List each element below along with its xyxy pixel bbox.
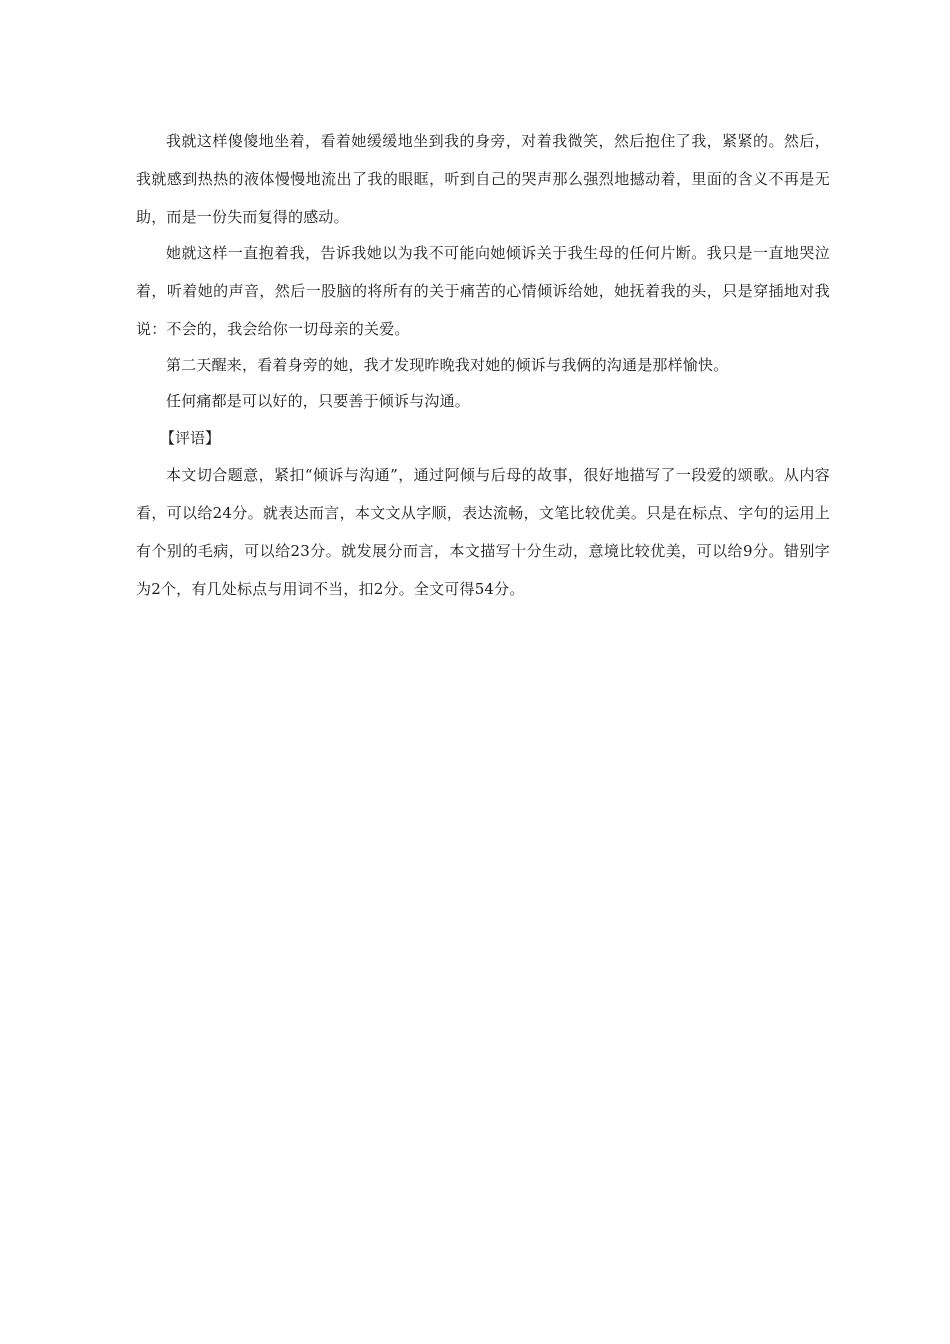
- story-paragraph-2: 她就这样一直抱着我，告诉我她以为我不可能向她倾诉关于我生母的任何片断。我只是一直地哭泣着，听着她的声音，然后一股脑的将所有的关于痛苦的心情倾诉给她，她抚着我的头，只是穿插地对我说：不会的，我会给你一切母亲的关爱。: [136, 244, 830, 338]
- document-body: [136, 122, 830, 608]
- comment-heading: 【评语】: [160, 429, 221, 447]
- story-paragraph-1: 我就这样傻傻地坐着，看着她缓缓地坐到我的身旁，对着我微笑，然后抱住了我，紧紧的。然后，我就感到热热的液体慢慢地流出了我的眼眶，听到自己的哭声那么强烈地撼动着，里面的含义不再是无助，而是一份失而复得的感动。: [136, 132, 830, 226]
- story-paragraph-3: 第二天醒来，看着身旁的她，我才发现昨晚我对她的倾诉与我俩的沟通是那样愉快。: [166, 356, 729, 374]
- comment-paragraph: 本文切合题意，紧扣“倾诉与沟通”，通过阿倾与后母的故事，很好地描写了一段爱的颂歌。从内容看，可以给24分。就表达而言，本文文从字顺，表达流畅，文笔比较优美。只是在标点、字句的运用上有个别的毛病，可以给23分。就发展分而言，本文描写十分生动，意境比较优美，可以给9分。错别字为2个，有几处标点与用词不当，扣2分。全文可得54分。: [136, 466, 830, 598]
- story-paragraph-4: 任何痛都是可以好的，只要善于倾诉与沟通。: [166, 392, 471, 410]
